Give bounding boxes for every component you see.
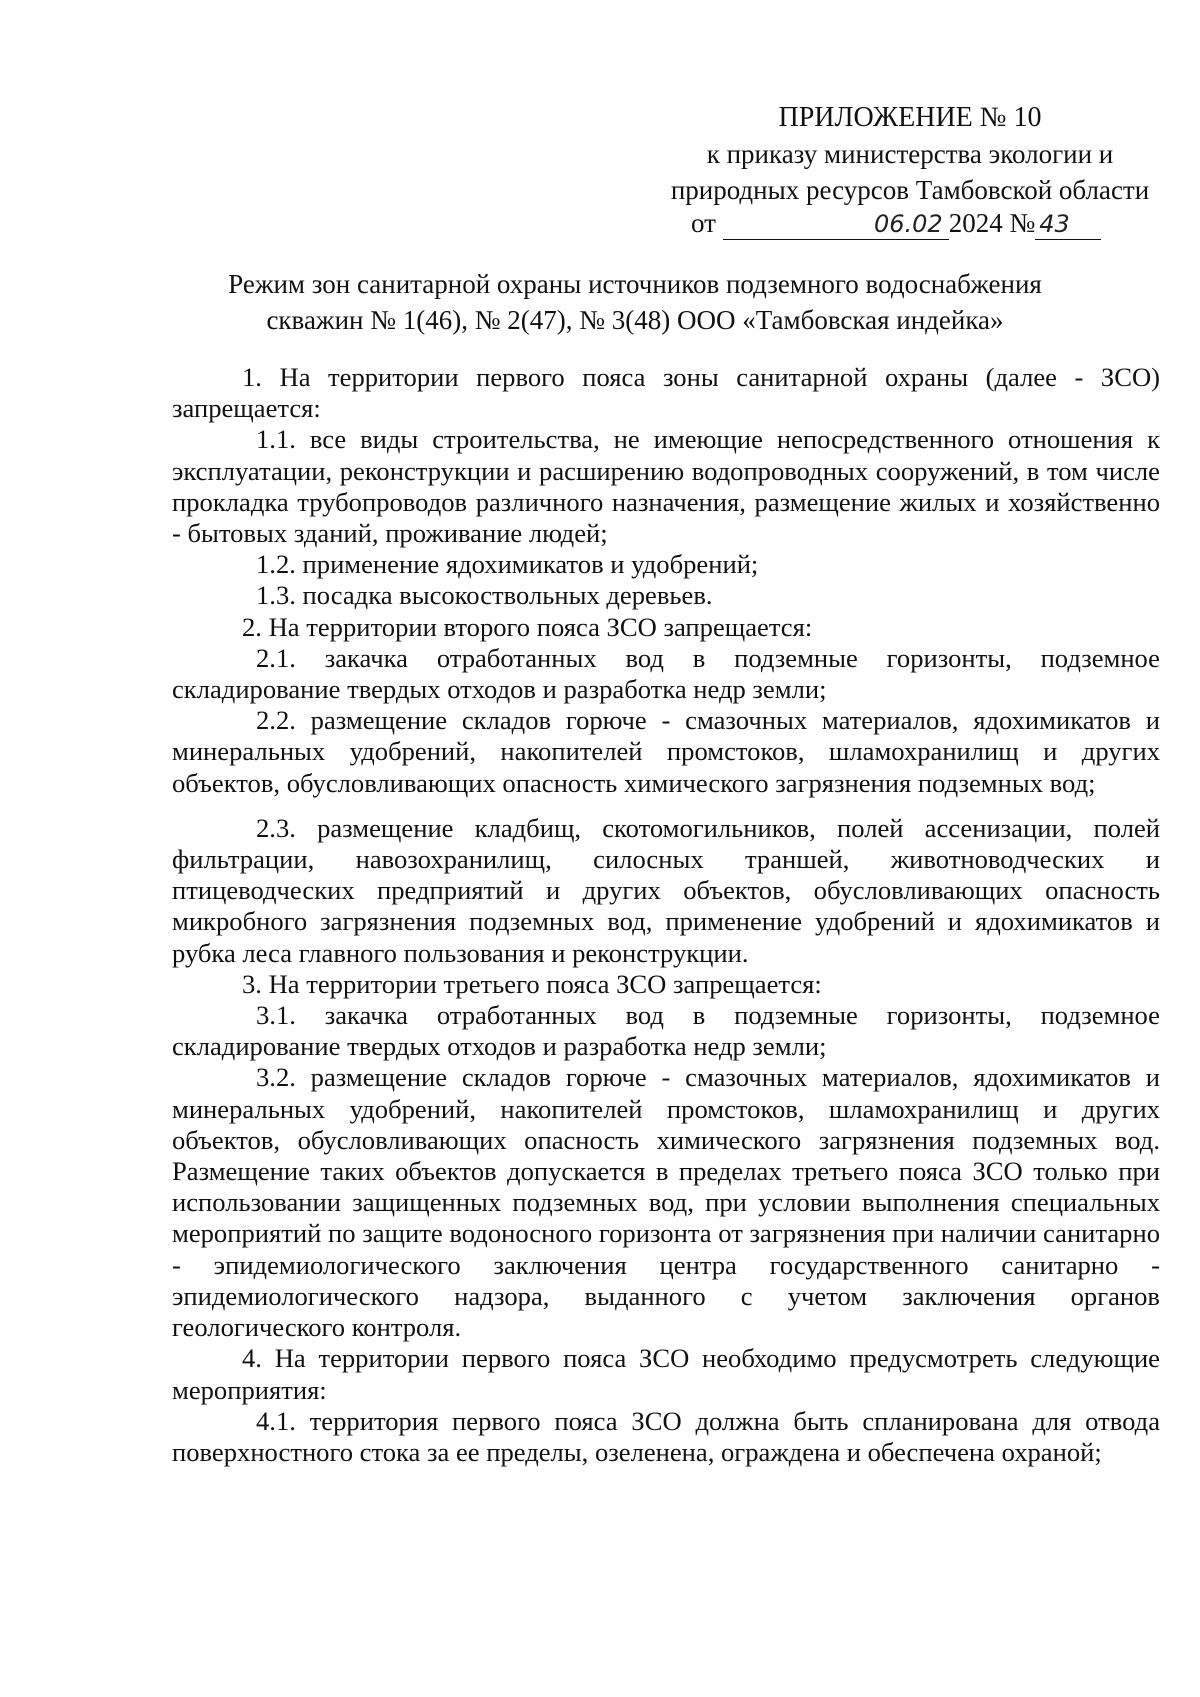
order-date-row	[691, 206, 1101, 240]
paragraph-1: 1. На территории первого пояса зоны санитарной охраны (далее - ЗСО) запрещается:	[172, 362, 1160, 424]
paragraph-2-1: 2.1. закачка отработанных вод в подземные горизонты, подземное складирование твердых отходов и разработка недр земли;	[172, 642, 1160, 705]
annex-header	[650, 100, 1170, 208]
order-year-number-label: 2024 №	[948, 208, 1036, 238]
title-line-2: скважин № 1(46), № 2(47), № 3(48) ООО «Тамбовская индейка»	[266, 305, 1004, 335]
paragraph-1-1: 1.1. все виды строительства, не имеющие непосредственного отношения к эксплуатации, реконструкции и расширению водопроводных сооружений, в том числе прокладка трубопроводов различного назначения, размещение жилых и хозяйственно - бытовых зданий, проживание людей;	[172, 424, 1160, 549]
paragraph-2-2: 2.2. размещение складов горюче - смазочных материалов, ядохимикатов и минеральных удобрений, накопителей промстоков, шламохранилищ и других объектов, обусловливающих опасность химического загрязнения подземных вод;	[172, 705, 1160, 798]
paragraph-3-2: 3.2. размещение складов горюче - смазочных материалов, ядохимикатов и минеральных удобрений, накопителей промстоков, шламохранилищ и других объектов, обусловливающих опасность химического загрязнения подземных вод. Размещение таких объектов допускается в пределах третьего пояса ЗСО только при использовании защищенных подземных вод, при условии выполнения специальных мероприятий по защите водоносного горизонта от загрязнения при наличии санитарно - эпидемиологического заключения центра государственного санитарно - эпидемиологического надзора, выданного с учетом заключения органов геологического контроля.	[172, 1062, 1160, 1343]
title-line-1: Режим зон санитарной охраны источников подземного водоснабжения	[228, 269, 1042, 299]
paragraph-4-1: 4.1. территория первого пояса ЗСО должна быть спланирована для отвода поверхностного стока за ее пределы, озеленена, ограждена и обеспечена охраной;	[172, 1405, 1160, 1467]
date-prefix: от	[691, 208, 716, 238]
paragraph-1-2: 1.2. применение ядохимикатов и удобрений;	[256, 549, 759, 580]
paragraph-3-1: 3.1. закачка отработанных вод в подземные горизонты, подземное складирование твердых отходов и разработка недр земли;	[172, 1000, 1160, 1062]
order-reference-line-2: природных ресурсов Тамбовской области	[670, 175, 1150, 205]
annex-title: ПРИЛОЖЕНИЕ № 10	[778, 102, 1042, 133]
paragraph-4: 4. На территории первого пояса ЗСО необходимо предусмотреть следующие мероприятия:	[172, 1343, 1160, 1405]
paragraph-2-3: 2.3. размещение кладбищ, скотомогильников, полей ассенизации, полей фильтрации, навозохранилищ, силосных траншей, животноводческих и птицеводческих предприятий и других объектов, обусловливающих опасность микробного загрязнения подземных вод, применение удобрений и ядохимикатов и рубка леса главного пользования и реконструкции.	[172, 812, 1160, 968]
document-title	[170, 266, 1100, 338]
paragraph-3: 3. На территории третьего пояса ЗСО запрещается:	[242, 968, 822, 999]
paragraph-1-3: 1.3. посадка высокоствольных деревьев.	[256, 580, 713, 611]
handwritten-order-number: 43	[1035, 209, 1101, 240]
handwritten-date: 06.02	[723, 209, 949, 240]
order-reference-line-1: к приказу министерства экологии и	[706, 139, 1114, 169]
paragraph-2: 2. На территории второго пояса ЗСО запрещается:	[242, 611, 813, 642]
document-body	[172, 362, 1160, 1468]
